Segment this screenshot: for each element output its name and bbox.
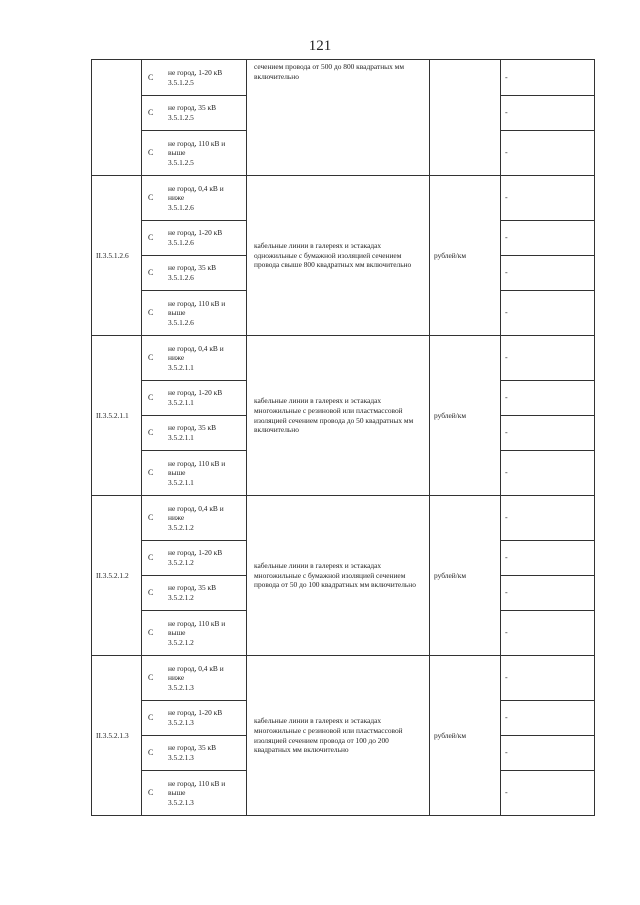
category-letter: С	[148, 108, 154, 118]
category-line: 3.5.1.2.6	[168, 238, 194, 247]
value-cell: -	[501, 96, 595, 131]
tariff-table	[91, 59, 595, 816]
category-text	[166, 547, 246, 568]
unit-cell: рублей/км	[430, 176, 501, 336]
item-code-cell: II.3.5.2.1.1	[92, 336, 142, 496]
category-line: выше	[168, 148, 186, 158]
value-cell: -	[501, 381, 595, 416]
category-text	[166, 422, 246, 443]
category-letter: С	[148, 468, 154, 478]
category-letter: С	[148, 268, 154, 278]
category-line: 3.5.2.1.2	[168, 558, 194, 567]
category-line: 3.5.2.1.3	[168, 718, 194, 727]
value-cell: -	[501, 416, 595, 451]
category-line: 3.5.2.1.1	[168, 398, 194, 407]
value-cell: -	[501, 656, 595, 701]
category-line: выше	[168, 308, 186, 318]
table-row	[92, 176, 595, 221]
category-letter: С	[148, 353, 154, 363]
category-line: выше	[168, 628, 186, 638]
item-code-cell: II.3.5.2.1.2	[92, 496, 142, 656]
category-line: 3.5.1.2.6	[168, 273, 194, 282]
category-letter: С	[148, 72, 154, 82]
category-line: не город, 0,4 кВ и	[168, 503, 224, 513]
category-text	[166, 67, 246, 88]
value-cell: -	[501, 576, 595, 611]
category-cell	[142, 381, 247, 416]
category-text	[166, 582, 246, 603]
category-cell	[142, 176, 247, 221]
category-line: 3.5.2.1.3	[168, 682, 194, 692]
table-row	[92, 336, 595, 381]
category-text	[166, 262, 246, 283]
item-code-cell: II.3.5.2.1.3	[92, 656, 142, 816]
category-line: не город, 1-20 кВ	[168, 548, 223, 558]
category-text	[166, 343, 246, 374]
category-text	[166, 387, 246, 408]
category-line: 3.5.2.1.1	[168, 362, 194, 372]
unit-cell	[430, 60, 501, 176]
category-line: выше	[168, 468, 186, 478]
category-line: 3.5.1.2.5	[168, 157, 194, 167]
description-cell: кабельные линии в галереях и эстакадах многожильные с резиновой или пластмассовой изоляцией сечением провода до 50 квадратных мм включительно	[247, 336, 430, 496]
category-cell	[142, 256, 247, 291]
category-line: не город, 110 кВ и	[168, 458, 226, 468]
value-cell: -	[501, 611, 595, 656]
category-line: 3.5.1.2.6	[168, 317, 194, 327]
category-text	[166, 138, 246, 169]
description-cell: кабельные линии в галереях и эстакадах многожильные с резиновой или пластмассовой изоляцией сечением провода от 100 до 200 квадратных мм включительно	[247, 656, 430, 816]
category-line: ниже	[168, 673, 185, 683]
description-cell: кабельные линии в галереях и эстакадах многожильные с бумажной изоляцией сечением провода от 50 до 100 квадратных мм включительно	[247, 496, 430, 656]
item-code-cell	[92, 60, 142, 176]
value-cell: -	[501, 131, 595, 176]
value-cell: -	[501, 291, 595, 336]
category-line: не город, 110 кВ и	[168, 618, 226, 628]
category-line: не город, 1-20 кВ	[168, 388, 223, 398]
category-letter: С	[148, 788, 154, 798]
category-text	[166, 227, 246, 248]
category-letter: С	[148, 588, 154, 598]
category-line: не город, 0,4 кВ и	[168, 183, 224, 193]
category-line: 3.5.1.2.6	[168, 202, 194, 212]
category-line: 3.5.2.1.2	[168, 522, 194, 532]
tariff-table-body	[92, 60, 595, 816]
category-letter: С	[148, 673, 154, 683]
category-cell	[142, 541, 247, 576]
value-cell: -	[501, 256, 595, 291]
category-letter: С	[148, 233, 154, 243]
description-cell: кабельные линии в галереях и эстакадах одножильные с бумажной изоляцией сечением провода свыше 800 квадратных мм включительно	[247, 176, 430, 336]
category-line: не город, 35 кВ	[168, 263, 217, 273]
category-text	[166, 742, 246, 763]
category-cell	[142, 656, 247, 701]
item-code-cell: II.3.5.1.2.6	[92, 176, 142, 336]
category-cell	[142, 771, 247, 816]
category-line: 3.5.2.1.2	[168, 593, 194, 602]
category-cell	[142, 96, 247, 131]
value-cell: -	[501, 176, 595, 221]
category-text	[166, 663, 246, 694]
value-cell: -	[501, 221, 595, 256]
value-cell: -	[501, 701, 595, 736]
value-cell: -	[501, 336, 595, 381]
category-line: 3.5.1.2.5	[168, 113, 194, 122]
category-line: не город, 110 кВ и	[168, 298, 226, 308]
category-line: не город, 0,4 кВ и	[168, 663, 224, 673]
category-line: не город, 1-20 кВ	[168, 708, 223, 718]
category-letter: С	[148, 628, 154, 638]
category-letter: С	[148, 393, 154, 403]
category-letter: С	[148, 513, 154, 523]
category-line: не город, 0,4 кВ и	[168, 343, 224, 353]
category-cell	[142, 416, 247, 451]
category-line: 3.5.2.1.1	[168, 477, 194, 487]
category-cell	[142, 60, 247, 96]
category-text	[166, 618, 246, 649]
category-cell	[142, 736, 247, 771]
value-cell: -	[501, 451, 595, 496]
category-text	[166, 298, 246, 329]
category-text	[166, 458, 246, 489]
category-line: 3.5.1.2.5	[168, 77, 194, 87]
category-cell	[142, 496, 247, 541]
category-letter: С	[148, 308, 154, 318]
category-line: не город, 35 кВ	[168, 583, 217, 593]
category-cell	[142, 336, 247, 381]
category-letter: С	[148, 148, 154, 158]
category-text	[166, 707, 246, 728]
category-line: не город, 110 кВ и	[168, 138, 226, 148]
value-cell: -	[501, 541, 595, 576]
table-row	[92, 656, 595, 701]
category-line: 3.5.2.1.3	[168, 753, 194, 762]
table-row	[92, 60, 595, 96]
category-letter: С	[148, 193, 154, 203]
category-line: 3.5.2.1.2	[168, 637, 194, 647]
category-line: не город, 110 кВ и	[168, 778, 226, 788]
category-text	[166, 102, 246, 123]
value-cell: -	[501, 496, 595, 541]
category-line: не город, 35 кВ	[168, 423, 217, 433]
page-number: 121	[308, 38, 332, 54]
category-text	[166, 503, 246, 534]
category-cell	[142, 701, 247, 736]
category-line: не город, 1-20 кВ	[168, 67, 223, 77]
description-cell: сечением провода от 500 до 800 квадратных мм включительно	[247, 60, 430, 176]
category-line: ниже	[168, 353, 185, 363]
category-line: не город, 1-20 кВ	[168, 228, 223, 238]
category-cell	[142, 131, 247, 176]
category-line: 3.5.2.1.3	[168, 797, 194, 807]
category-letter: С	[148, 748, 154, 758]
category-cell	[142, 291, 247, 336]
unit-cell: рублей/км	[430, 656, 501, 816]
value-cell: -	[501, 771, 595, 816]
category-text	[166, 183, 246, 214]
value-cell: -	[501, 736, 595, 771]
category-line: не город, 35 кВ	[168, 103, 217, 113]
unit-cell: рублей/км	[430, 336, 501, 496]
category-line: 3.5.2.1.1	[168, 433, 194, 442]
category-line: ниже	[168, 513, 185, 523]
category-cell	[142, 576, 247, 611]
category-cell	[142, 611, 247, 656]
category-line: выше	[168, 788, 186, 798]
category-cell	[142, 451, 247, 496]
category-line: не город, 35 кВ	[168, 743, 217, 753]
category-cell	[142, 221, 247, 256]
category-text	[166, 778, 246, 809]
category-line: ниже	[168, 193, 185, 203]
category-letter: С	[148, 713, 154, 723]
category-letter: С	[148, 428, 154, 438]
category-letter: С	[148, 553, 154, 563]
unit-cell: рублей/км	[430, 496, 501, 656]
table-row	[92, 496, 595, 541]
value-cell: -	[501, 60, 595, 96]
